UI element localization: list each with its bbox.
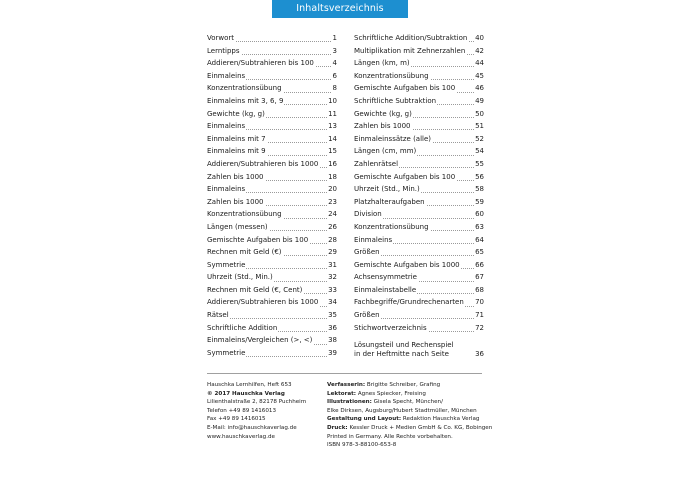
toc-entry-page: 39 <box>327 347 337 360</box>
toc-entry-page: 70 <box>474 296 484 309</box>
toc-entry-page: 13 <box>327 120 337 133</box>
toc-entry-title: Addieren/Subtrahieren bis 1000 <box>207 158 319 171</box>
toc-entry-title: Schriftliche Addition/Subtraktion <box>354 32 468 45</box>
imprint-print-label: Druck: <box>327 424 348 431</box>
toc-entry-title: Konzentrationsübung <box>207 82 283 95</box>
toc-entry <box>354 133 484 146</box>
toc-entry <box>207 82 337 95</box>
toc-entry-page: 58 <box>474 183 484 196</box>
toc-entry-title: Einmaleins mit 3, 6, 9 <box>207 95 284 108</box>
toc-entry <box>354 32 484 45</box>
toc-entry-page: 71 <box>474 309 484 322</box>
toc-entry-page: 68 <box>474 284 484 297</box>
toc-entry-title: Zahlen bis 1000 <box>207 196 265 209</box>
toc-entry <box>354 309 484 322</box>
toc-entry-title: Fachbegriffe/Grundrechenarten <box>354 296 465 309</box>
toc-entry-title: Größen <box>354 246 381 259</box>
toc-entry <box>207 120 337 133</box>
toc-entry <box>207 271 337 284</box>
toc-entry-page: 1 <box>332 32 337 45</box>
imprint-print-value: Kessler Druck + Medien GmbH & Co. KG, Bobingen <box>349 424 493 431</box>
toc-entry-title: Rechnen mit Geld (€) <box>207 246 283 259</box>
toc-entry-page: 23 <box>327 196 337 209</box>
toc-solutions-line2: in der Heftmitte nach Seite <box>354 350 449 359</box>
toc-entry-title: Längen (cm, mm) <box>354 145 417 158</box>
toc-entry-title: Einmaleins <box>207 120 246 133</box>
toc-entry <box>354 271 484 284</box>
toc-entry <box>207 284 337 297</box>
toc-entry-page: 4 <box>332 57 337 70</box>
toc-entry-title: Gewichte (kg, g) <box>207 108 266 121</box>
toc-right-column <box>354 32 484 360</box>
toc-entry-page: 29 <box>327 246 337 259</box>
toc-entry <box>207 95 337 108</box>
toc-entry-title: Gemischte Aufgaben bis 100 <box>207 234 309 247</box>
toc-entry-title: Gewichte (kg, g) <box>354 108 413 121</box>
toc-entry-title: Division <box>354 208 383 221</box>
toc-entry <box>354 120 484 133</box>
imprint-layout-label: Gestaltung und Layout: <box>327 416 402 423</box>
imprint-editor <box>327 390 492 399</box>
imprint-printed: Printed in Germany. Alle Rechte vorbehalten. <box>327 433 453 440</box>
toc-entry <box>354 183 484 196</box>
toc-entry <box>354 158 484 171</box>
toc-entry <box>354 171 484 184</box>
imprint-fax: Fax +49 89 1416015 <box>207 416 266 423</box>
toc-entry-title: Stichwortverzeichnis <box>354 322 428 335</box>
toc-entry <box>207 234 337 247</box>
toc-entry-page: 64 <box>474 234 484 247</box>
toc-entry-title: Schriftliche Subtraktion <box>354 95 437 108</box>
toc-entry-title: Gemischte Aufgaben bis 100 <box>354 171 456 184</box>
toc-entry-title: Multiplikation mit Zehnerzahlen <box>354 45 466 58</box>
toc-entry <box>207 158 337 171</box>
toc-entry-page: 54 <box>474 145 484 158</box>
toc-entry-page: 36 <box>327 322 337 335</box>
toc-entry-page: 28 <box>327 234 337 247</box>
toc-entry-title: Einmaleins/Vergleichen (>, <) <box>207 334 313 347</box>
toc-entry <box>354 246 484 259</box>
toc-entry <box>207 334 337 347</box>
imprint-right <box>327 381 492 450</box>
toc-entry-page: 18 <box>327 171 337 184</box>
toc-entry <box>354 322 484 335</box>
toc-entry-page: 33 <box>327 284 337 297</box>
toc-entry-page: 51 <box>474 120 484 133</box>
toc-entry <box>207 133 337 146</box>
toc-left-column <box>207 32 337 359</box>
toc-entry-page: 10 <box>327 95 337 108</box>
imprint-address: Lilienthalstraße 2, 82178 Puchheim <box>207 399 307 406</box>
toc-entry-title: Größen <box>354 309 381 322</box>
toc-entry <box>207 309 337 322</box>
toc-entry <box>354 108 484 121</box>
toc-entry <box>354 234 484 247</box>
toc-entry-page: 35 <box>327 309 337 322</box>
toc-entry <box>354 82 484 95</box>
toc-entry-title: Lerntipps <box>207 45 241 58</box>
toc-entry-title: Uhrzeit (Std., Min.) <box>354 183 421 196</box>
toc-entry-title: Einmaleins <box>354 234 393 247</box>
toc-entry <box>207 259 337 272</box>
toc-solutions-line1: Lösungsteil und Rechenspiel <box>354 341 454 350</box>
toc-entry <box>207 208 337 221</box>
toc-entry-page: 16 <box>327 158 337 171</box>
toc-entry-title: Uhrzeit (Std., Min.) <box>207 271 274 284</box>
toc-entry-page: 38 <box>327 334 337 347</box>
toc-solutions-entry <box>354 338 484 360</box>
toc-entry <box>207 108 337 121</box>
toc-entry-title: Konzentrationsübung <box>354 70 430 83</box>
toc-solutions-page: 36 <box>475 350 484 359</box>
toc-entry-title: Konzentrationsübung <box>354 221 430 234</box>
toc-entry-page: 11 <box>327 108 337 121</box>
toc-entry-title: Längen (km, m) <box>354 57 411 70</box>
toc-entry <box>207 70 337 83</box>
toc-entry <box>354 196 484 209</box>
toc-entry-page: 46 <box>474 82 484 95</box>
toc-entry-page: 72 <box>474 322 484 335</box>
imprint-illustrations-value-1: Gisela Specht, München/ <box>373 399 443 406</box>
toc-heading: Inhaltsverzeichnis <box>296 3 384 14</box>
toc-entry-page: 55 <box>474 158 484 171</box>
toc-entry-title: Einmaleins <box>207 183 246 196</box>
toc-entry-page: 45 <box>474 70 484 83</box>
toc-entry-page: 67 <box>474 271 484 284</box>
toc-entry <box>207 196 337 209</box>
toc-entry-page: 56 <box>474 171 484 184</box>
imprint-illustrations-2: Elke Dirksen, Augsburg/Hubert Stadtmüller, München <box>327 407 477 414</box>
toc-entry <box>207 171 337 184</box>
toc-entry <box>354 208 484 221</box>
imprint-copyright: © 2017 Hauschka Verlag <box>207 390 285 397</box>
imprint-series: Hauschka Lernhilfen, Heft 653 <box>207 382 292 388</box>
toc-entry-page: 65 <box>474 246 484 259</box>
imprint-isbn: ISBN 978-3-88100-653-8 <box>327 442 397 449</box>
toc-entry-title: Einmaleinssätze (alle) <box>354 133 432 146</box>
toc-entry-title: Achsensymmetrie <box>354 271 418 284</box>
toc-entry-page: 26 <box>327 221 337 234</box>
toc-entry <box>207 221 337 234</box>
toc-entry-title: Symmetrie <box>207 259 246 272</box>
toc-entry-page: 49 <box>474 95 484 108</box>
imprint-authors-value: Brigitte Schreiber, Grafing <box>366 382 441 388</box>
toc-entry-page: 8 <box>332 82 337 95</box>
toc-entry-title: Zahlenrätsel <box>354 158 399 171</box>
toc-entry-title: Einmaleins mit 7 <box>207 133 267 146</box>
toc-entry <box>354 259 484 272</box>
toc-entry-page: 63 <box>474 221 484 234</box>
toc-entry <box>207 246 337 259</box>
toc-entry-title: Platzhalteraufgaben <box>354 196 426 209</box>
toc-entry-page: 42 <box>474 45 484 58</box>
toc-entry <box>207 322 337 335</box>
imprint-phone: Telefon +49 89 1416013 <box>207 407 277 414</box>
toc-entry <box>207 183 337 196</box>
toc-entry-page: 6 <box>332 70 337 83</box>
imprint-authors <box>327 381 492 390</box>
toc-entry-page: 40 <box>474 32 484 45</box>
toc-entry <box>207 347 337 360</box>
imprint-layout-value: Redaktion Hauschka Verlag <box>402 416 480 423</box>
toc-entry <box>207 145 337 158</box>
toc-entry-title: Konzentrationsübung <box>207 208 283 221</box>
toc-entry-page: 3 <box>332 45 337 58</box>
toc-entry-page: 44 <box>474 57 484 70</box>
imprint-illustrations-label: Illustrationen: <box>327 399 372 406</box>
toc-entry-page: 24 <box>327 208 337 221</box>
toc-entry <box>207 32 337 45</box>
toc-entry-page: 32 <box>327 271 337 284</box>
toc-entry-title: Längen (messen) <box>207 221 269 234</box>
toc-solutions-text <box>354 341 454 359</box>
toc-entry-title: Schriftliche Addition <box>207 322 278 335</box>
toc-heading-banner <box>272 0 408 18</box>
toc-entry-title: Einmaleinstabelle <box>354 284 417 297</box>
toc-entry-title: Gemischte Aufgaben bis 1000 <box>354 259 461 272</box>
toc-entry <box>354 221 484 234</box>
toc-entry <box>354 284 484 297</box>
toc-entry-title: Addieren/Subtrahieren bis 1000 <box>207 296 319 309</box>
imprint-left <box>207 381 306 441</box>
toc-entry-title: Einmaleins mit 9 <box>207 145 267 158</box>
imprint-editor-value: Agnes Spiecker, Freising <box>357 390 426 397</box>
imprint-email[interactable]: E-Mail: info@hauschkaverlag.de <box>207 424 297 431</box>
toc-entry-page: 34 <box>327 296 337 309</box>
imprint-illustrations <box>327 398 492 407</box>
toc-entry <box>354 57 484 70</box>
imprint-authors-label: Verfasserin: <box>327 382 366 388</box>
toc-entry-title: Zahlen bis 1000 <box>354 120 412 133</box>
toc-entry-title: Einmaleins <box>207 70 246 83</box>
toc-entry <box>207 57 337 70</box>
toc-entry-page: 52 <box>474 133 484 146</box>
toc-entry-page: 50 <box>474 108 484 121</box>
toc-entry-page: 60 <box>474 208 484 221</box>
toc-entry-title: Gemischte Aufgaben bis 100 <box>354 82 456 95</box>
toc-entry <box>354 296 484 309</box>
imprint-editor-label: Lektorat: <box>327 390 357 397</box>
imprint-print <box>327 424 492 433</box>
toc-entry-page: 15 <box>327 145 337 158</box>
toc-entry-title: Zahlen bis 1000 <box>207 171 265 184</box>
imprint-layout <box>327 415 492 424</box>
toc-entry <box>207 296 337 309</box>
toc-entry <box>207 45 337 58</box>
toc-entry-title: Symmetrie <box>207 347 246 360</box>
toc-entry-page: 14 <box>327 133 337 146</box>
toc-entry <box>354 145 484 158</box>
toc-entry-page: 20 <box>327 183 337 196</box>
toc-entry-page: 66 <box>474 259 484 272</box>
toc-entry <box>354 45 484 58</box>
toc-entry-title: Addieren/Subtrahieren bis 100 <box>207 57 315 70</box>
imprint-website[interactable]: www.hauschkaverlag.de <box>207 433 275 440</box>
toc-entry-page: 59 <box>474 196 484 209</box>
toc-entry <box>354 95 484 108</box>
toc-entry-title: Rätsel <box>207 309 230 322</box>
toc-entry-page: 31 <box>327 259 337 272</box>
imprint-divider <box>207 373 482 374</box>
toc-entry <box>354 70 484 83</box>
toc-entry-title: Rechnen mit Geld (€, Cent) <box>207 284 303 297</box>
toc-entry-title: Vorwort <box>207 32 235 45</box>
